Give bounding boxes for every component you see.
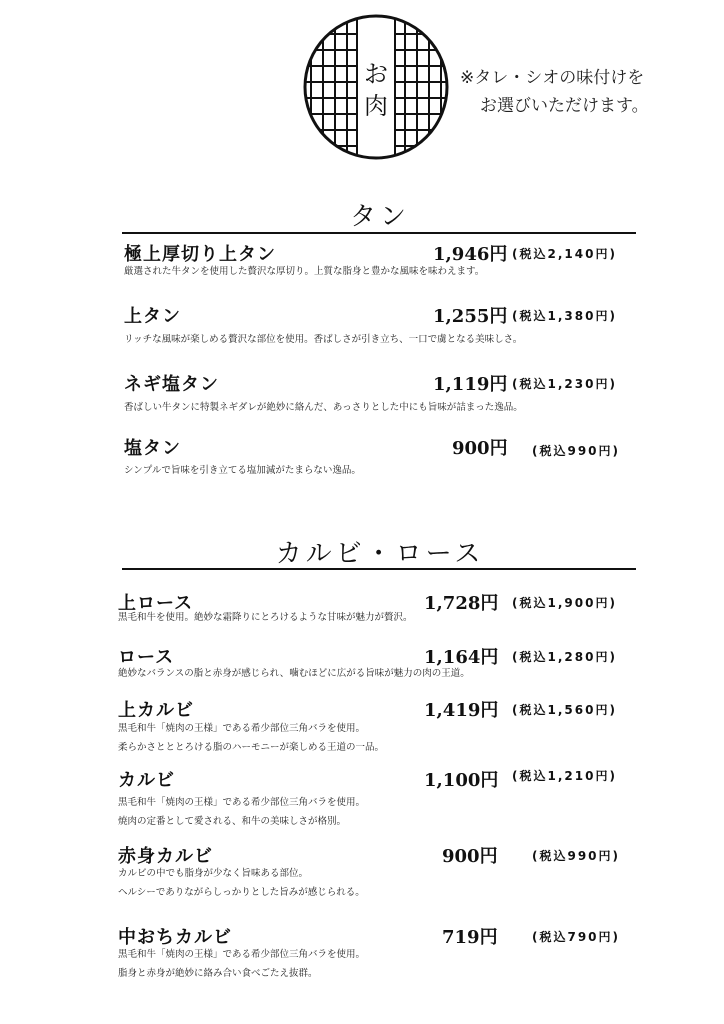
item-description: 香ばしい牛タンに特製ネギダレが絶妙に絡んだ、あっさりとした中にも旨味が詰まった逸品。 xyxy=(124,402,523,413)
item-tax-price: (税込1,900円) xyxy=(512,596,617,610)
item-price: 719円 xyxy=(442,927,498,948)
item-description: 絶妙なバランスの脂と赤身が感じられ、噛むほどに広がる旨味が魅力の肉の王道。 xyxy=(118,668,470,679)
item-price: 900円 xyxy=(442,846,498,867)
item-price: 1,255円 xyxy=(433,306,508,327)
seasoning-note xyxy=(460,64,700,120)
item-description: カルビの中でも脂身が少なく旨味ある部位。 xyxy=(118,868,309,879)
lattice-window-icon xyxy=(301,12,451,162)
item-tax-price: (税込990円) xyxy=(532,849,621,863)
note-line-2: お選びいただけます。 xyxy=(480,96,649,116)
item-description: 焼肉の定番として愛される、和牛の美味しさが格別。 xyxy=(118,816,347,827)
item-tax-price: (税込990円) xyxy=(532,444,621,458)
section-divider xyxy=(122,232,636,234)
item-description: ヘルシーでありながらしっかりとした旨みが感じられる。 xyxy=(118,887,365,898)
item-description: シンプルで旨味を引き立てる塩加減がたまらない逸品。 xyxy=(124,465,361,476)
meat-emblem xyxy=(301,12,451,162)
item-name: 塩タン xyxy=(124,438,181,459)
section-title-kalbi-loin: カルビ・ロース xyxy=(275,539,485,569)
item-tax-price: (税込1,280円) xyxy=(512,650,617,664)
item-name: ロース xyxy=(118,647,175,668)
item-price: 900円 xyxy=(452,438,508,459)
item-description: 黒毛和牛「焼肉の王様」である希少部位三角バラを使用。 xyxy=(118,797,366,808)
item-tax-price: (税込1,210円) xyxy=(512,769,617,783)
item-price: 1,419円 xyxy=(424,700,499,721)
section-title-tongue: タン xyxy=(349,202,410,232)
item-tax-price: (税込2,140円) xyxy=(512,247,617,261)
item-price: 1,728円 xyxy=(424,593,499,614)
item-description: 脂身と赤身が絶妙に絡み合い食べごたえ抜群。 xyxy=(118,968,318,979)
item-description: 厳選された牛タンを使用した贅沢な厚切り。上質な脂身と豊かな風味を味わえます。 xyxy=(124,266,485,277)
item-description: 黒毛和牛「焼肉の王様」である希少部位三角バラを使用。 xyxy=(118,949,366,960)
emblem-char-1: お xyxy=(364,60,388,88)
item-price: 1,100円 xyxy=(424,770,499,791)
item-description: 柔らかさとととろける脂のハーモニーが楽しめる王道の一品。 xyxy=(118,742,385,753)
item-description: 黒毛和牛を使用。絶妙な霜降りにとろけるような甘味が魅力が贅沢。 xyxy=(118,612,413,623)
item-description: リッチな風味が楽しめる贅沢な部位を使用。香ばしさが引き立ち、一口で虜となる美味しさ。 xyxy=(124,334,523,345)
item-name: 赤身カルビ xyxy=(118,846,213,867)
item-name: カルビ xyxy=(118,770,175,791)
item-name: ネギ塩タン xyxy=(124,374,219,395)
item-price: 1,119円 xyxy=(433,374,508,395)
item-price: 1,946円 xyxy=(433,244,508,265)
emblem-char-2: 肉 xyxy=(364,92,388,120)
item-description: 黒毛和牛「焼肉の王様」である希少部位三角バラを使用。 xyxy=(118,723,366,734)
item-name: 極上厚切り上タン xyxy=(124,244,276,265)
item-price: 1,164円 xyxy=(424,647,499,668)
item-name: 上カルビ xyxy=(118,700,194,721)
item-name: 上タン xyxy=(124,306,181,327)
item-tax-price: (税込1,230円) xyxy=(512,377,617,391)
item-tax-price: (税込790円) xyxy=(532,930,621,944)
section-divider xyxy=(122,568,636,570)
item-tax-price: (税込1,380円) xyxy=(512,309,617,323)
note-line-1: ※タレ・シオの味付けを xyxy=(460,68,645,88)
item-tax-price: (税込1,560円) xyxy=(512,703,617,717)
item-name: 中おちカルビ xyxy=(118,927,232,948)
item-name: 上ロース xyxy=(118,593,194,614)
